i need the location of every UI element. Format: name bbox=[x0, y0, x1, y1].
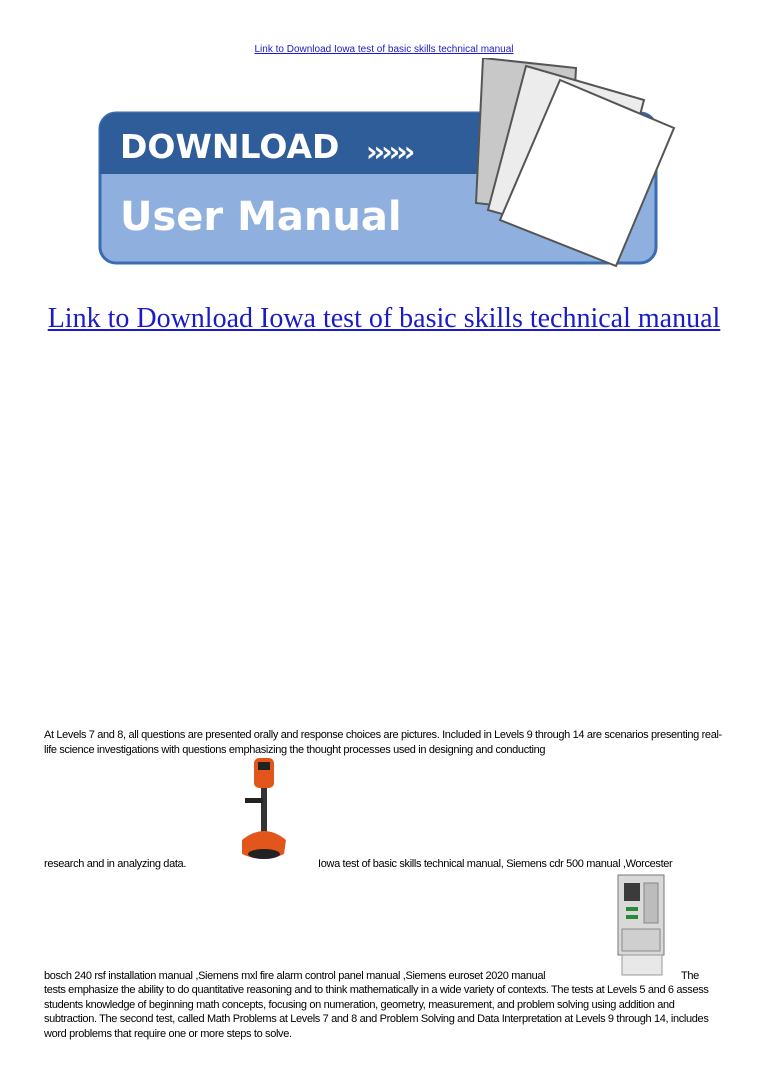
body-line-research: research and in analyzing data. bbox=[44, 858, 187, 870]
banner-arrows: ›››››› bbox=[366, 135, 412, 168]
body-paragraph-2: tests emphasize the ability to do quantitative reasoning and to think mathematically in a wide variety of contexts. The tests at Levels 5 and 6 assess students knowledge of beginning math concepts, focusing on numeration, geometry, measurement, and problem solving using addition and subtraction. The second test, called Math Problems at Levels 7 and 8 and Problem Solving and Data Interpretation at Levels 9 through 14, includes word problems that require one or more steps to solve. bbox=[44, 984, 709, 1040]
banner-download-text: DOWNLOAD bbox=[120, 127, 340, 166]
banner-user-manual-text: User Manual bbox=[120, 194, 402, 240]
body-line-the: The bbox=[681, 970, 699, 982]
siemens-drive-unit-image bbox=[612, 873, 672, 979]
body-paragraph-1: At Levels 7 and 8, all questions are presented orally and response choices are pictures. Included in Levels 9 through 14 are scenarios presenting real-life science investigations with questions emphasizing the thought processes used in designing and conducting bbox=[44, 729, 722, 756]
body-line-bosch-siemens: bosch 240 rsf installation manual ,Siemens mxl fire alarm control panel manual ,Siemens euroset 2020 manual bbox=[44, 970, 546, 982]
string-trimmer-image bbox=[228, 756, 298, 866]
download-user-manual-banner[interactable] bbox=[98, 58, 678, 268]
top-download-link[interactable]: Link to Download Iowa test of basic skills technical manual bbox=[254, 44, 514, 55]
body-line-manual-links: Iowa test of basic skills technical manual, Siemens cdr 500 manual ,Worcester bbox=[318, 858, 673, 870]
document-title-link[interactable]: Link to Download Iowa test of basic skills technical manual bbox=[47, 303, 721, 334]
